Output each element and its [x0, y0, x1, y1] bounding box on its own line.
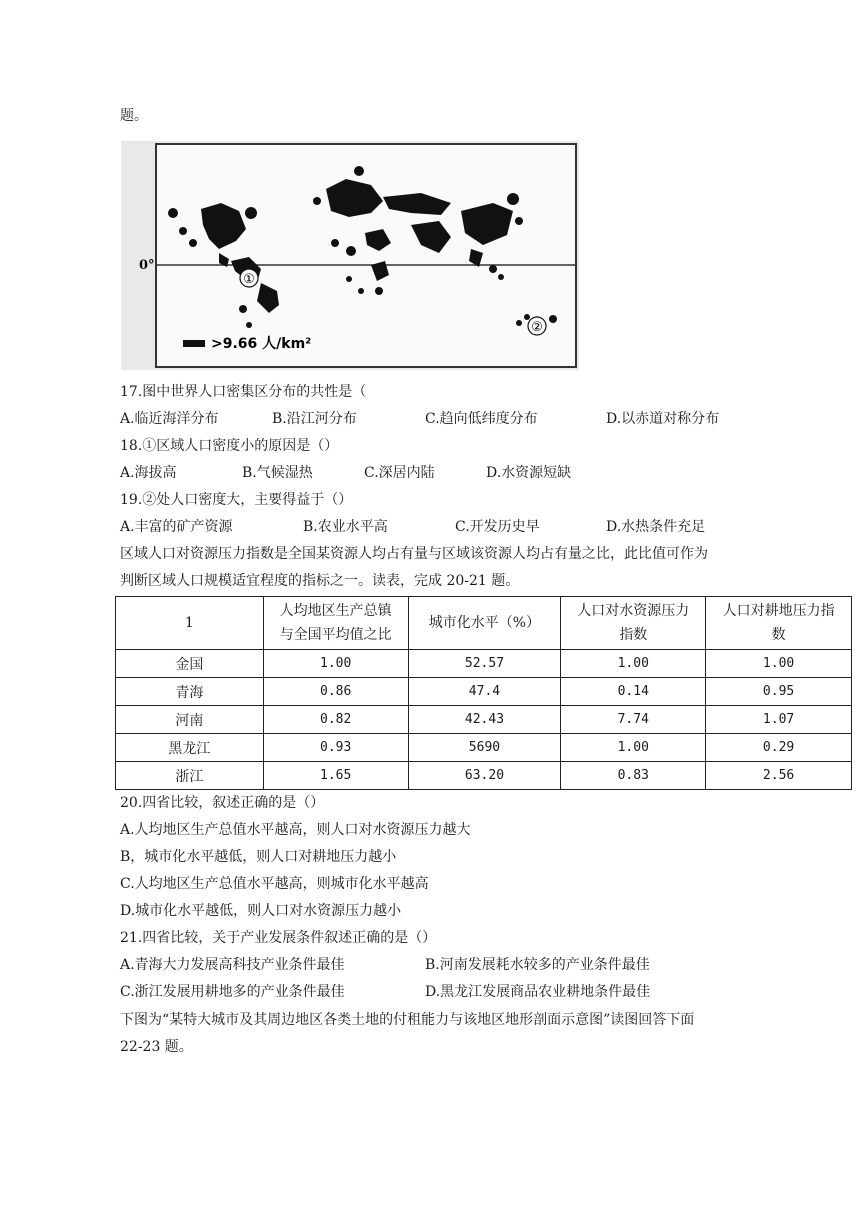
- cell-water-pressure: 1.00: [561, 650, 706, 678]
- table-header-row: [116, 597, 852, 650]
- cell-water-pressure: 1.00: [561, 734, 706, 762]
- q17-option-b[interactable]: B.沿江河分布: [272, 411, 357, 427]
- region-2-label: ②: [531, 320, 543, 335]
- q17-option-a[interactable]: A.临近海洋分布: [120, 411, 219, 427]
- q18-option-c[interactable]: C.深居内陆: [364, 465, 435, 481]
- cell-region: 浙江: [116, 762, 264, 790]
- q21-stem: 21.四省比较，关于产业发展条件叙述正确的是（）: [120, 930, 437, 946]
- cluster-dot: [168, 208, 178, 218]
- cell-urbanization: 63.20: [408, 762, 561, 790]
- q18-stem: 18.①区域人口密度小的原因是（）: [120, 438, 339, 454]
- header-farmland-pressure-line-1: 人口对耕地压力指: [722, 603, 835, 619]
- cluster-dot: [498, 274, 504, 280]
- header-region: [116, 597, 264, 650]
- q18-option-a[interactable]: A.海拔高: [120, 465, 177, 481]
- header-gdp-ratio-line-2: 与全国平均值之比: [279, 627, 392, 643]
- passage-20-line-1: 区域人口对资源压力指数是全国某资源人均占有量与区域该资源人均占有量之比，此比值可作为: [120, 546, 708, 562]
- header-gdp-ratio: [263, 597, 408, 650]
- population-density-map: [121, 141, 579, 370]
- q21-option-b[interactable]: B.河南发展耗水较多的产业条件最佳: [425, 957, 650, 973]
- cell-region: 青海: [116, 678, 264, 706]
- legend-swatch: [183, 340, 205, 347]
- cluster-dot: [189, 239, 197, 247]
- header-gdp-ratio-line-1: 人均地区生产总镇: [279, 603, 392, 619]
- cluster-dot: [354, 166, 364, 176]
- table-row: [116, 678, 852, 706]
- cell-gdp-ratio: 1.00: [263, 650, 408, 678]
- legend-label: >9.66 人/km²: [211, 336, 312, 352]
- cluster-dot: [245, 207, 257, 219]
- cluster-dot: [331, 239, 339, 247]
- q17-stem: 17.图中世界人口密集区分布的共性是（: [120, 384, 367, 400]
- cell-urbanization: 52.57: [408, 650, 561, 678]
- q18-option-d[interactable]: D.水资源短缺: [486, 465, 572, 481]
- cluster-dot: [489, 265, 497, 273]
- q20-stem: 20.四省比较，叙述正确的是（）: [120, 795, 325, 811]
- q19-option-c[interactable]: C.开发历史早: [455, 519, 540, 535]
- table-row: [116, 650, 852, 678]
- cell-urbanization: 47.4: [408, 678, 561, 706]
- cluster-dot: [375, 287, 383, 295]
- q17-option-d[interactable]: D.以赤道对称分布: [606, 411, 720, 427]
- passage-22-line-2: 22-23 题。: [120, 1039, 193, 1055]
- q19-stem: 19.②处人口密度大，主要得益于（）: [120, 492, 353, 508]
- cell-urbanization: 42.43: [408, 706, 561, 734]
- cell-farmland-pressure: 1.00: [706, 650, 852, 678]
- cell-gdp-ratio: 0.93: [263, 734, 408, 762]
- header-region-text: 1: [184, 615, 194, 631]
- header-urbanization: [408, 597, 561, 650]
- resource-pressure-table: [115, 596, 852, 790]
- table-row: [116, 762, 852, 790]
- header-farmland-pressure: [706, 597, 852, 650]
- q19-option-d[interactable]: D.水热条件充足: [606, 519, 706, 535]
- q20-option-b[interactable]: B，城市化水平越低，则人口对耕地压力越小: [120, 849, 397, 865]
- cluster-dot: [239, 305, 247, 313]
- cluster-dot: [507, 193, 519, 205]
- q20-option-c[interactable]: C.人均地区生产总值水平越高，则城市化水平越高: [120, 876, 429, 892]
- cell-region: 河南: [116, 706, 264, 734]
- q19-option-a[interactable]: A.丰富的矿产资源: [120, 519, 233, 535]
- table-row: [116, 734, 852, 762]
- cell-farmland-pressure: 0.29: [706, 734, 852, 762]
- cluster-dot: [346, 276, 352, 282]
- cell-farmland-pressure: 0.95: [706, 678, 852, 706]
- cell-gdp-ratio: 1.65: [263, 762, 408, 790]
- q21-option-a[interactable]: A.青海大力发展高科技产业条件最佳: [120, 957, 345, 973]
- cell-gdp-ratio: 0.82: [263, 706, 408, 734]
- cluster-dot: [179, 227, 187, 235]
- cluster-dot: [358, 288, 364, 294]
- table-row: [116, 706, 852, 734]
- cluster-dot: [515, 217, 523, 225]
- cell-farmland-pressure: 1.07: [706, 706, 852, 734]
- cell-urbanization: 5690: [408, 734, 561, 762]
- cluster-dot: [313, 197, 321, 205]
- header-urbanization-text: 城市化水平（%）: [428, 615, 541, 631]
- cluster-dot: [346, 246, 356, 256]
- q19-option-b[interactable]: B.农业水平高: [303, 519, 388, 535]
- q18-option-b[interactable]: B.气候湿热: [242, 465, 313, 481]
- intro-tail: 题。: [120, 108, 148, 124]
- passage-20-line-2: 判断区域人口规模适宜程度的指标之一。读表，完成 20-21 题。: [120, 573, 520, 589]
- cell-region: 黑龙江: [116, 734, 264, 762]
- passage-22-line-1: 下图为“某特大城市及其周边地区各类土地的付租能力与该地区地形剖面示意图”读图回答下面: [120, 1012, 695, 1028]
- q17-option-c[interactable]: C.趋向低纬度分布: [425, 411, 538, 427]
- cluster-dot: [524, 314, 530, 320]
- equator-label: 0°: [139, 258, 155, 273]
- q20-option-d[interactable]: D.城市化水平越低，则人口对水资源压力越小: [120, 903, 402, 919]
- q20-option-a[interactable]: A.人均地区生产总值水平越高，则人口对水资源压力越大: [120, 822, 471, 838]
- header-water-pressure: [561, 597, 706, 650]
- header-water-pressure-line-2: 指数: [619, 627, 648, 643]
- cell-region: 金国: [116, 650, 264, 678]
- cell-water-pressure: 0.83: [561, 762, 706, 790]
- header-water-pressure-line-1: 人口对水资源压力: [577, 603, 690, 619]
- cell-farmland-pressure: 2.56: [706, 762, 852, 790]
- cell-water-pressure: 7.74: [561, 706, 706, 734]
- cluster-dot: [246, 322, 252, 328]
- cluster-dot: [549, 315, 557, 323]
- cell-water-pressure: 0.14: [561, 678, 706, 706]
- q21-option-d[interactable]: D.黑龙江发展商品农业耕地条件最佳: [425, 984, 651, 1000]
- region-1-label: ①: [243, 272, 255, 287]
- header-farmland-pressure-line-2: 数: [771, 627, 786, 643]
- q21-option-c[interactable]: C.浙江发展用耕地多的产业条件最佳: [120, 984, 345, 1000]
- cluster-dot: [516, 320, 522, 326]
- cell-gdp-ratio: 0.86: [263, 678, 408, 706]
